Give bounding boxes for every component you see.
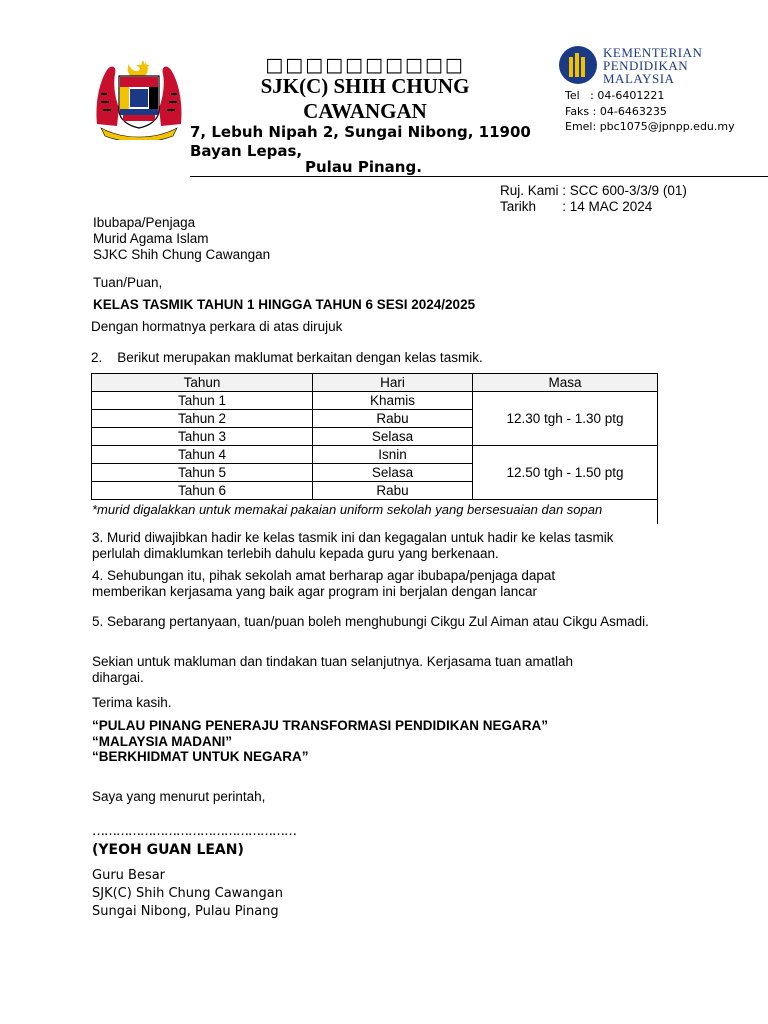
reference-date: Tarikh : 14 MAC 2024 (500, 199, 653, 214)
signatory-title: Guru Besar (92, 868, 166, 883)
contact-tel: Tel : 04-6401221 (565, 89, 665, 102)
table-cell-hari: Rabu (313, 482, 473, 500)
reference-number: Ruj. Kami : SCC 600-3/3/9 (01) (500, 183, 687, 198)
recipient-block (93, 215, 270, 263)
table-cell-tahun: Tahun 3 (92, 428, 313, 446)
table-cell-hari: Khamis (313, 392, 473, 410)
table-header-hari: Hari (313, 374, 473, 392)
ministry-logo (558, 45, 602, 85)
motto-line: “PULAU PINANG PENERAJU TRANSFORMASI PENDIDIKAN NEGARA” (92, 718, 549, 733)
closing-line: Saya yang menurut perintah, (92, 789, 266, 804)
tasmik-schedule-table (91, 373, 658, 500)
signature-line: …………………………………………… (92, 824, 296, 839)
recipient-line: Ibubapa/Penjaga (93, 215, 196, 230)
signatory-location: Sungai Nibong, Pulau Pinang (92, 904, 279, 919)
paragraph-6: Sekian untuk makluman dan tindakan tuan selanjutnya. Kerjasama tuan amatlah dihargai. (92, 654, 574, 685)
table-row (92, 446, 658, 464)
table-row (92, 392, 658, 410)
motto-block (92, 718, 548, 765)
signatory-block (92, 867, 283, 921)
contact-faks: Faks : 04-6463235 (565, 104, 667, 118)
table-note: *murid digalakkan untuk memakai pakaian uniform sekolah yang bersesuaian dan sopan (92, 502, 603, 517)
address-line-2: Pulau Pinang. (305, 158, 422, 176)
ministry-text-1: KEMENTERIAN (603, 45, 703, 60)
signatory-school: SJK(C) Shih Chung Cawangan (92, 886, 283, 901)
table-cell-tahun: Tahun 1 (92, 392, 313, 410)
school-name-chinese: □□□□□□□□□□ (265, 54, 465, 76)
table-header-masa: Masa (473, 374, 658, 392)
header-divider (190, 176, 768, 177)
table-cell-masa: 12.30 tgh - 1.30 ptg (473, 392, 658, 446)
recipient-line: SJKC Shih Chung Cawangan (93, 247, 271, 262)
table-cell-tahun: Tahun 4 (92, 446, 313, 464)
salutation: Tuan/Puan, (93, 275, 163, 290)
table-header-tahun: Tahun (92, 374, 313, 392)
subject-line: KELAS TASMIK TAHUN 1 HINGGA TAHUN 6 SESI 2024/2025 (93, 297, 476, 312)
paragraph-5: 5. Sebarang pertanyaan, tuan/puan boleh menghubungi Cikgu Zul Aiman atau Cikgu Asmadi. (92, 614, 649, 629)
thanks-line: Terima kasih. (92, 695, 172, 710)
motto-line: “BERKHIDMAT UNTUK NEGARA” (92, 749, 309, 764)
table-cell-hari: Rabu (313, 410, 473, 428)
ministry-text-2: PENDIDIKAN (603, 58, 689, 73)
table-cell-tahun: Tahun 5 (92, 464, 313, 482)
ministry-text-3: MALAYSIA (603, 71, 675, 86)
recipient-line: Murid Agama Islam (93, 231, 209, 246)
table-cell-tahun: Tahun 2 (92, 410, 313, 428)
paragraph-4: 4. Sehubungan itu, pihak sekolah amat berharap agar ibubapa/penjaga dapat memberikan kerjasama yang baik agar program ini berjalan dengan lancar (92, 568, 556, 599)
paragraph-3: 3. Murid diwajibkan hadir ke kelas tasmik ini dan kegagalan untuk hadir ke kelas tasmik perlulah dimaklumkan terlebih dahulu kepada guru yang berkenaan. (92, 530, 614, 561)
table-cell-masa: 12.50 tgh - 1.50 ptg (473, 446, 658, 500)
reference-block (500, 183, 687, 215)
contact-info (565, 88, 735, 135)
school-name: SJK(C) SHIH CHUNG CAWANGAN (260, 74, 470, 123)
address-line-1: 7, Lebuh Nipah 2, Sungai Nibong, 11900 Bayan Lepas, (190, 123, 531, 160)
paragraph-2: 2. Berikut merupakan maklumat berkaitan dengan kelas tasmik. (91, 350, 483, 365)
signatory-name: (YEOH GUAN LEAN) (92, 842, 244, 858)
table-cell-hari: Selasa (313, 464, 473, 482)
paragraph-1: Dengan hormatnya perkara di atas dirujuk (91, 319, 343, 334)
table-cell-hari: Isnin (313, 446, 473, 464)
table-header-row (92, 374, 658, 392)
ministry-logo-text (603, 46, 702, 85)
table-cell-tahun: Tahun 6 (92, 482, 313, 500)
table-cell-hari: Selasa (313, 428, 473, 446)
motto-line: “MALAYSIA MADANI” (92, 733, 233, 749)
contact-email: Emel: pbc1075@jpnpp.edu.my (565, 120, 735, 133)
